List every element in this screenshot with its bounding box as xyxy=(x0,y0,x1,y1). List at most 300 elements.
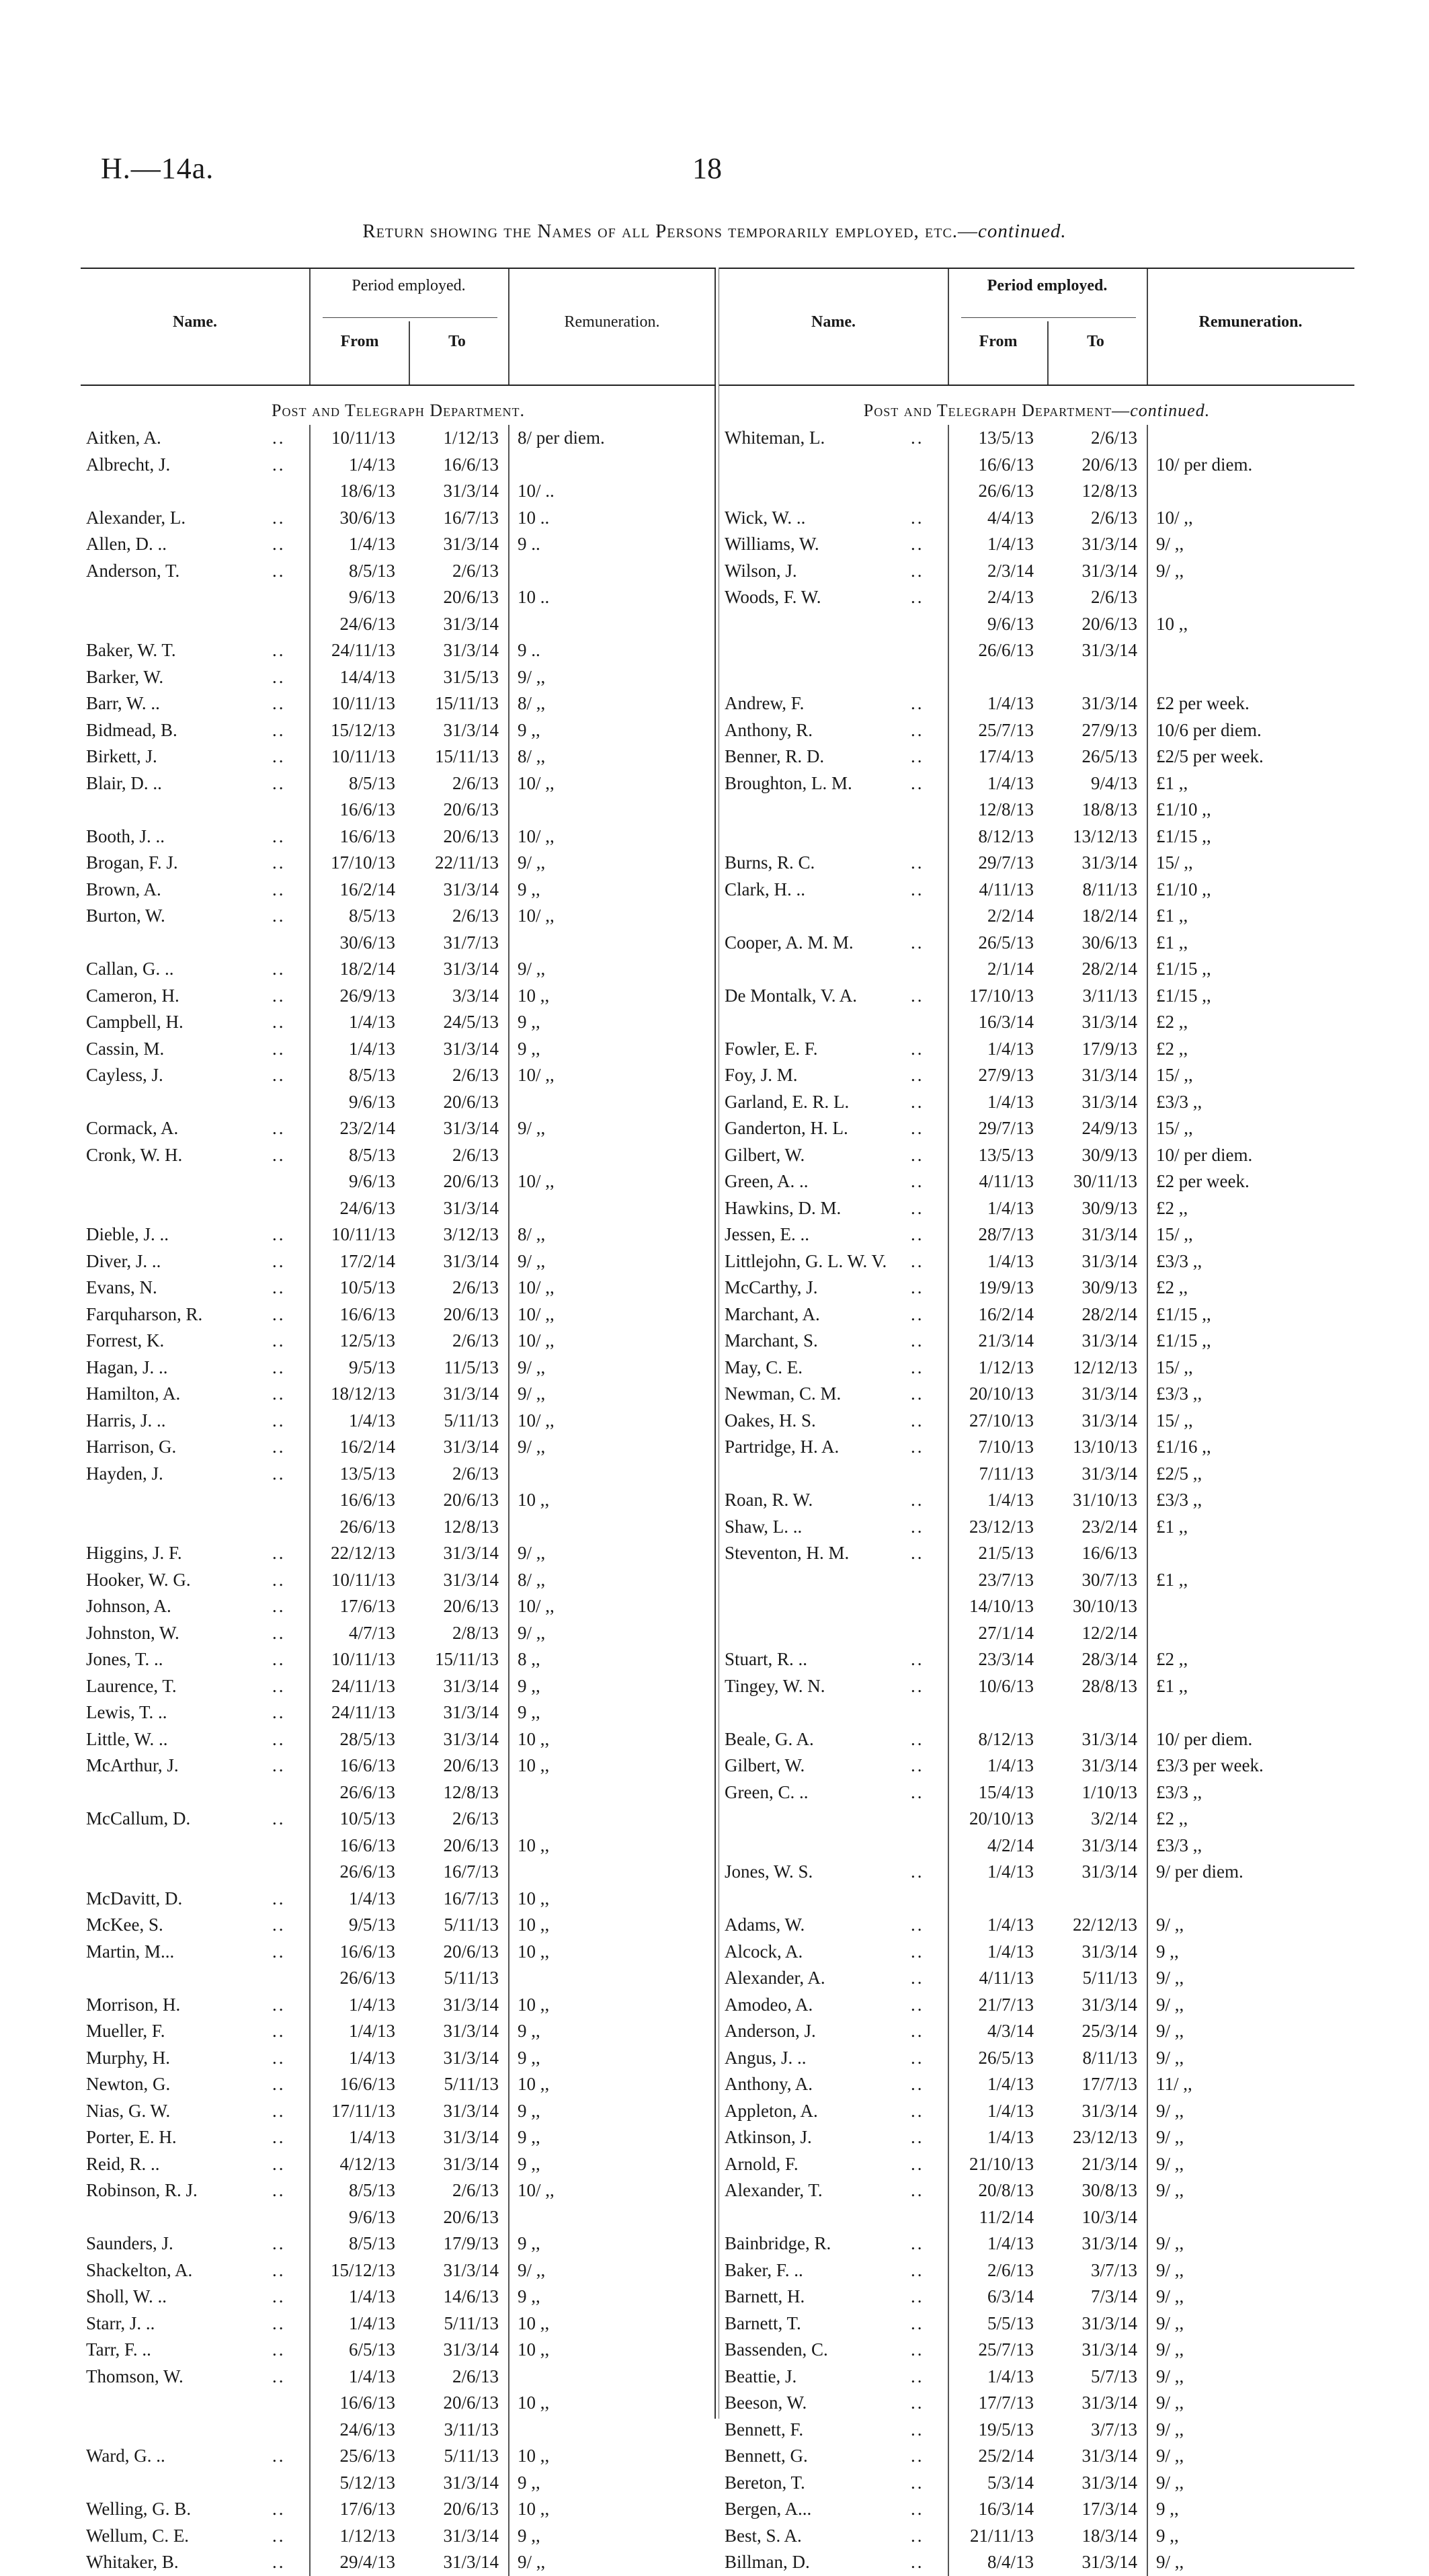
leader-dots: .. xyxy=(272,560,286,581)
table-row xyxy=(719,558,1354,585)
leader-dots: .. xyxy=(272,1144,286,1165)
table-row xyxy=(719,2230,1354,2257)
leader-dots: .. xyxy=(911,852,924,873)
table-row xyxy=(719,2523,1354,2550)
row-to-date: 14/6/13 xyxy=(443,2286,499,2306)
leader-dots: .. xyxy=(911,1941,924,1962)
leader-dots: .. xyxy=(272,1224,286,1244)
row-from-date: 26/6/13 xyxy=(339,1861,395,1882)
row-name: Bennett, F. xyxy=(725,2419,804,2440)
row-to-date: 31/3/14 xyxy=(1081,1835,1137,1855)
row-to-date: 31/3/14 xyxy=(443,879,499,899)
leader-dots: .. xyxy=(272,1303,286,1324)
table-row xyxy=(81,1646,716,1673)
row-to-date: 12/8/13 xyxy=(1081,481,1137,501)
row-from-date: 16/6/13 xyxy=(339,1941,395,1962)
row-remuneration: £1/16 ,, xyxy=(1156,1437,1211,1457)
row-name: Alexander, T. xyxy=(725,2180,823,2200)
row-from-date: 1/4/13 xyxy=(987,2366,1034,2386)
row-from-date: 19/9/13 xyxy=(978,1277,1034,1297)
row-name: Adams, W. xyxy=(725,1915,805,1935)
row-to-date: 31/3/14 xyxy=(443,2127,499,2147)
row-name: Burton, W. xyxy=(86,905,165,926)
row-from-date: 1/4/13 xyxy=(348,534,395,554)
leader-dots: .. xyxy=(911,1437,924,1457)
table-row xyxy=(719,1009,1354,1036)
row-remuneration: £3/3 ,, xyxy=(1156,1490,1202,1510)
row-to-date: 31/3/14 xyxy=(1081,560,1137,581)
row-to-date: 3/2/14 xyxy=(1090,1808,1137,1828)
row-from-date: 8/4/13 xyxy=(987,2552,1034,2572)
row-from-date: 25/6/13 xyxy=(339,2446,395,2466)
row-to-date: 31/3/14 xyxy=(1081,852,1137,873)
leader-dots: .. xyxy=(272,1357,286,1377)
leader-dots: .. xyxy=(272,1675,286,1696)
row-name: Angus, J. .. xyxy=(725,2047,807,2068)
row-to-date: 2/6/13 xyxy=(452,2180,499,2200)
row-to-date: 2/6/13 xyxy=(452,1808,499,1828)
leader-dots: .. xyxy=(911,2153,924,2174)
row-to-date: 2/6/13 xyxy=(452,772,499,793)
table-row xyxy=(719,531,1354,558)
row-to-date: 11/5/13 xyxy=(444,1357,499,1377)
table-row xyxy=(719,850,1354,877)
row-from-date: 16/6/13 xyxy=(339,1755,395,1775)
row-remuneration: 9/ ,, xyxy=(1156,2259,1184,2280)
row-from-date: 27/9/13 xyxy=(978,1065,1034,1085)
row-to-date: 31/3/14 xyxy=(1081,1463,1137,1484)
table-row xyxy=(81,1089,716,1116)
row-to-date: 30/10/13 xyxy=(1072,1596,1137,1616)
row-from-date: 26/9/13 xyxy=(339,985,395,1006)
row-name: Anderson, J. xyxy=(725,2021,816,2041)
row-to-date: 31/3/14 xyxy=(1081,1755,1137,1775)
row-to-date: 30/9/13 xyxy=(1081,1277,1137,1297)
row-to-date: 30/9/13 xyxy=(1081,1144,1137,1165)
leader-dots: .. xyxy=(911,1303,924,1324)
row-from-date: 26/6/13 xyxy=(978,481,1034,501)
row-to-date: 31/3/14 xyxy=(443,2525,499,2546)
row-from-date: 25/7/13 xyxy=(978,719,1034,740)
leader-dots: .. xyxy=(272,1994,286,2015)
row-remuneration: 10 ,, xyxy=(518,2499,550,2519)
leader-dots: .. xyxy=(911,1675,924,1696)
table-row xyxy=(81,2151,716,2178)
row-to-date: 31/3/14 xyxy=(1081,1994,1137,2015)
table-row xyxy=(719,1036,1354,1063)
table-row xyxy=(719,1168,1354,1195)
row-from-date: 4/2/14 xyxy=(987,1835,1034,1855)
table-row xyxy=(719,505,1354,532)
from-header: From xyxy=(340,333,379,350)
row-name: Cooper, A. M. M. xyxy=(725,932,854,953)
row-remuneration: 10 ,, xyxy=(518,1490,550,1510)
row-to-date: 31/3/14 xyxy=(1081,2446,1137,2466)
row-to-date: 31/3/14 xyxy=(1081,1383,1137,1404)
row-name: Best, S. A. xyxy=(725,2525,802,2546)
table-row xyxy=(81,797,716,823)
row-name: Green, C. .. xyxy=(725,1781,809,1802)
row-from-date: 14/10/13 xyxy=(969,1596,1034,1616)
row-name: Baker, F. .. xyxy=(725,2259,803,2280)
table-row xyxy=(719,478,1354,505)
row-to-date: 28/2/14 xyxy=(1081,959,1137,979)
table-row xyxy=(719,1833,1354,1859)
row-to-date: 26/5/13 xyxy=(1081,746,1137,766)
leader-dots: .. xyxy=(272,2525,286,2546)
leader-dots: .. xyxy=(272,2312,286,2333)
row-remuneration: 9/ ,, xyxy=(1156,2100,1184,2121)
row-remuneration: 15/ ,, xyxy=(1156,1410,1193,1431)
row-name: Steventon, H. M. xyxy=(725,1543,850,1563)
row-to-date: 31/3/14 xyxy=(1081,1250,1137,1271)
row-from-date: 19/5/13 xyxy=(978,2419,1034,2440)
row-remuneration: 8/ per diem. xyxy=(518,428,605,448)
row-to-date: 31/3/14 xyxy=(443,2153,499,2174)
table-row xyxy=(81,664,716,691)
table-row xyxy=(81,1806,716,1833)
section-heading-text: Post and Telegraph Department— xyxy=(863,401,1131,420)
row-from-date: 20/10/13 xyxy=(969,1383,1034,1404)
row-remuneration: 9 ,, xyxy=(518,1675,540,1696)
row-to-date: 2/6/13 xyxy=(1090,428,1137,448)
table-row xyxy=(719,2045,1354,2072)
table-row xyxy=(81,717,716,744)
section-heading: Post and Telegraph Department. xyxy=(272,401,525,420)
row-to-date: 31/3/14 xyxy=(1081,2100,1137,2121)
row-name: Williams, W. xyxy=(725,534,819,554)
row-from-date: 18/2/14 xyxy=(339,959,395,979)
row-from-date: 1/4/13 xyxy=(348,1410,395,1431)
row-to-date: 31/3/14 xyxy=(1081,693,1137,713)
leader-dots: .. xyxy=(911,2286,924,2306)
leader-dots: .. xyxy=(272,1410,286,1431)
table-row xyxy=(719,2417,1354,2444)
row-to-date: 20/6/13 xyxy=(443,1091,499,1112)
row-name: Booth, J. .. xyxy=(86,826,165,846)
row-name: Hayden, J. xyxy=(86,1463,163,1484)
row-name: Callan, G. .. xyxy=(86,959,174,979)
table-row xyxy=(719,2098,1354,2125)
table-row xyxy=(719,2151,1354,2178)
row-name: Welling, G. B. xyxy=(86,2499,192,2519)
document-reference: H.—14a. xyxy=(101,152,214,185)
row-from-date: 16/6/13 xyxy=(339,2074,395,2094)
row-remuneration: 8/ ,, xyxy=(518,746,546,766)
row-from-date: 16/2/14 xyxy=(339,1437,395,1457)
row-to-date: 31/3/14 xyxy=(443,1437,499,1457)
row-to-date: 31/3/14 xyxy=(1081,1012,1137,1032)
leader-dots: .. xyxy=(911,985,924,1006)
table-row xyxy=(719,2470,1354,2497)
table-row xyxy=(81,2470,716,2497)
row-name: Beattie, J. xyxy=(725,2366,797,2386)
leader-dots: .. xyxy=(911,2233,924,2253)
header-rule xyxy=(409,321,410,385)
row-to-date: 20/6/13 xyxy=(443,1835,499,1855)
table-row xyxy=(81,1381,716,1408)
leader-dots: .. xyxy=(272,1277,286,1297)
row-name: McArthur, J. xyxy=(86,1755,179,1775)
row-from-date: 17/6/13 xyxy=(339,2499,395,2519)
table-row xyxy=(81,1886,716,1913)
leader-dots: .. xyxy=(272,1702,286,1722)
leader-dots: .. xyxy=(272,2286,286,2306)
leader-dots: .. xyxy=(911,1994,924,2015)
row-from-date: 9/6/13 xyxy=(348,1091,395,1112)
page-title xyxy=(0,220,1429,243)
leader-dots: .. xyxy=(272,507,286,528)
row-to-date: 20/6/13 xyxy=(443,2206,499,2227)
leader-dots: .. xyxy=(272,1383,286,1404)
row-remuneration: £1/15 ,, xyxy=(1156,985,1211,1006)
row-to-date: 25/3/14 xyxy=(1081,2021,1137,2041)
period-header: Period employed. xyxy=(987,277,1108,294)
leader-dots: .. xyxy=(911,932,924,953)
leader-dots: .. xyxy=(911,2339,924,2360)
row-to-date: 20/6/13 xyxy=(443,2499,499,2519)
row-from-date: 8/5/13 xyxy=(348,560,395,581)
row-remuneration: 9/ ,, xyxy=(1156,2419,1184,2440)
row-to-date: 31/3/14 xyxy=(443,1675,499,1696)
row-from-date: 10/11/13 xyxy=(331,693,395,713)
row-from-date: 2/1/14 xyxy=(987,959,1034,979)
row-name: Albrecht, J. xyxy=(86,454,171,475)
row-remuneration: 9/ ,, xyxy=(518,2552,546,2572)
table-row xyxy=(719,2496,1354,2523)
table-row xyxy=(81,743,716,770)
row-from-date: 1/4/13 xyxy=(987,1861,1034,1882)
leader-dots: .. xyxy=(911,1490,924,1510)
leader-dots: .. xyxy=(272,1065,286,1085)
row-to-date: 31/3/14 xyxy=(443,613,499,634)
leader-dots: .. xyxy=(911,1410,924,1431)
row-name: Whitaker, B. xyxy=(86,2552,179,2572)
row-name: Shackelton, A. xyxy=(86,2259,193,2280)
row-from-date: 24/11/13 xyxy=(331,1702,395,1722)
row-remuneration: 9/ ,, xyxy=(1156,2339,1184,2360)
table-row xyxy=(719,797,1354,823)
leader-dots: .. xyxy=(911,1224,924,1244)
table-row xyxy=(81,1168,716,1195)
row-name: Thomson, W. xyxy=(86,2366,183,2386)
row-name: Harrison, G. xyxy=(86,1437,177,1457)
row-from-date: 1/4/13 xyxy=(987,2074,1034,2094)
row-from-date: 1/4/13 xyxy=(987,2100,1034,2121)
row-from-date: 1/4/13 xyxy=(987,1755,1034,1775)
header-rule xyxy=(961,317,1136,318)
row-to-date: 15/11/13 xyxy=(434,746,499,766)
row-name: Aitken, A. xyxy=(86,428,161,448)
row-from-date: 17/10/13 xyxy=(969,985,1034,1006)
row-remuneration: 9 ,, xyxy=(1156,1941,1179,1962)
row-to-date: 20/6/13 xyxy=(443,1171,499,1191)
row-from-date: 9/6/13 xyxy=(987,613,1034,634)
leader-dots: .. xyxy=(272,1250,286,1271)
table-row xyxy=(81,531,716,558)
row-remuneration: 10 ,, xyxy=(1156,613,1188,634)
table-row xyxy=(81,1567,716,1594)
table-row xyxy=(719,1912,1354,1939)
row-remuneration: 9/ ,, xyxy=(1156,2552,1184,2572)
row-remuneration: 9/ ,, xyxy=(1156,2153,1184,2174)
row-to-date: 3/11/13 xyxy=(1082,985,1137,1006)
row-to-date: 31/3/14 xyxy=(443,534,499,554)
leader-dots: .. xyxy=(272,693,286,713)
row-name: Gilbert, W. xyxy=(725,1755,805,1775)
row-to-date: 31/3/14 xyxy=(443,1543,499,1563)
row-name: Wellum, C. E. xyxy=(86,2525,190,2546)
table-row xyxy=(719,2337,1354,2364)
row-from-date: 4/7/13 xyxy=(348,1622,395,1643)
row-from-date: 4/11/13 xyxy=(979,879,1034,899)
row-to-date: 10/3/14 xyxy=(1081,2206,1137,2227)
row-remuneration: 9/ ,, xyxy=(1156,2233,1184,2253)
row-name: Evans, N. xyxy=(86,1277,157,1297)
row-name: Bergen, A... xyxy=(725,2499,812,2519)
row-name: Bassenden, C. xyxy=(725,2339,828,2360)
row-remuneration: 10/6 per diem. xyxy=(1156,719,1262,740)
row-from-date: 11/2/14 xyxy=(979,2206,1034,2227)
row-name: Alexander, A. xyxy=(725,1968,825,1988)
table-row xyxy=(719,1567,1354,1594)
row-to-date: 31/3/14 xyxy=(443,1197,499,1218)
row-remuneration: 9 ,, xyxy=(1156,2525,1179,2546)
row-from-date: 26/5/13 xyxy=(978,932,1034,953)
row-from-date: 5/12/13 xyxy=(339,2472,395,2493)
row-from-date: 10/11/13 xyxy=(331,1569,395,1590)
row-name: Cronk, W. H. xyxy=(86,1144,183,1165)
row-from-date: 1/4/13 xyxy=(348,1994,395,2015)
row-to-date: 12/2/14 xyxy=(1081,1622,1137,1643)
table-row xyxy=(81,558,716,585)
row-name: Farquharson, R. xyxy=(86,1303,203,1324)
row-remuneration: 9/ ,, xyxy=(1156,1915,1184,1935)
table-row xyxy=(81,1328,716,1355)
row-name: McKee, S. xyxy=(86,1915,163,1935)
table-row xyxy=(719,1540,1354,1567)
row-name: Campbell, H. xyxy=(86,1012,183,1032)
row-to-date: 20/6/13 xyxy=(1081,613,1137,634)
table-row xyxy=(719,2364,1354,2390)
row-to-date: 31/10/13 xyxy=(1072,1490,1137,1510)
row-from-date: 2/3/14 xyxy=(987,560,1034,581)
to-header: To xyxy=(1087,333,1104,350)
leader-dots: .. xyxy=(911,2419,924,2440)
row-name: Harris, J. .. xyxy=(86,1410,166,1431)
row-from-date: 4/3/14 xyxy=(987,2021,1034,2041)
row-to-date: 31/3/14 xyxy=(443,1994,499,2015)
leader-dots: .. xyxy=(911,1038,924,1059)
row-remuneration: £1/15 ,, xyxy=(1156,1330,1211,1351)
row-from-date: 1/4/13 xyxy=(348,2312,395,2333)
leader-dots: .. xyxy=(911,2074,924,2094)
row-to-date: 31/3/14 xyxy=(443,2472,499,2493)
remuneration-header: Remuneration. xyxy=(1198,313,1303,331)
table-row xyxy=(81,1301,716,1328)
row-to-date: 1/12/13 xyxy=(443,428,499,448)
row-to-date: 20/6/13 xyxy=(443,1755,499,1775)
table-row xyxy=(719,1699,1354,1726)
row-from-date: 10/11/13 xyxy=(331,746,395,766)
row-from-date: 1/4/13 xyxy=(348,2127,395,2147)
table-row xyxy=(719,2549,1354,2576)
row-remuneration: 15/ ,, xyxy=(1156,1118,1193,1138)
row-to-date: 31/7/13 xyxy=(443,932,499,953)
row-name: Partridge, H. A. xyxy=(725,1437,840,1457)
leader-dots: .. xyxy=(911,1915,924,1935)
leader-dots: .. xyxy=(272,2127,286,2147)
row-name: Anthony, A. xyxy=(725,2074,813,2094)
table-row xyxy=(81,637,716,664)
section-heading xyxy=(719,401,1354,425)
table-row xyxy=(81,1965,716,1992)
right-column xyxy=(719,268,1354,2576)
row-to-date: 2/6/13 xyxy=(1090,507,1137,528)
row-remuneration: 9/ ,, xyxy=(1156,2366,1184,2386)
row-remuneration: 10/ ,, xyxy=(518,2180,555,2200)
row-from-date: 29/7/13 xyxy=(978,1118,1034,1138)
name-header: Name. xyxy=(811,313,856,331)
table-row xyxy=(719,877,1354,903)
table-row xyxy=(81,1461,716,1488)
row-remuneration: 9/ ,, xyxy=(518,959,546,979)
table-row xyxy=(81,2417,716,2444)
table-row xyxy=(81,2337,716,2364)
row-remuneration: 9 ,, xyxy=(518,2153,540,2174)
row-remuneration: 9 ,, xyxy=(518,2233,540,2253)
row-name: Beale, G. A. xyxy=(725,1728,814,1749)
row-from-date: 26/6/13 xyxy=(339,1516,395,1537)
row-to-date: 31/3/14 xyxy=(443,959,499,979)
row-to-date: 30/8/13 xyxy=(1081,2180,1137,2200)
row-from-date: 27/10/13 xyxy=(969,1410,1034,1431)
leader-dots: .. xyxy=(911,560,924,581)
row-name: McCarthy, J. xyxy=(725,1277,818,1297)
row-from-date: 5/3/14 xyxy=(987,2472,1034,2493)
row-from-date: 1/12/13 xyxy=(339,2525,395,2546)
row-to-date: 20/6/13 xyxy=(1081,454,1137,475)
row-remuneration: 8/ ,, xyxy=(518,693,546,713)
table-row xyxy=(719,1089,1354,1116)
row-to-date: 2/6/13 xyxy=(452,1330,499,1351)
table-row xyxy=(719,2443,1354,2470)
table-row xyxy=(719,637,1354,664)
table-row xyxy=(719,1965,1354,1992)
table-row xyxy=(81,2390,716,2417)
row-from-date: 24/6/13 xyxy=(339,2419,395,2440)
row-name: Oakes, H. S. xyxy=(725,1410,816,1431)
row-remuneration: £1/15 ,, xyxy=(1156,1303,1211,1324)
row-from-date: 18/6/13 xyxy=(339,481,395,501)
row-remuneration: 10/ ,, xyxy=(518,1330,555,1351)
row-to-date: 31/3/14 xyxy=(1081,2233,1137,2253)
row-to-date: 17/3/14 xyxy=(1081,2499,1137,2519)
row-from-date: 16/6/13 xyxy=(339,1490,395,1510)
row-remuneration: 10/ ,, xyxy=(518,826,555,846)
table-row xyxy=(81,2257,716,2284)
row-from-date: 24/6/13 xyxy=(339,1197,395,1218)
leader-dots: .. xyxy=(272,2499,286,2519)
row-from-date: 23/12/13 xyxy=(969,1516,1034,1537)
row-to-date: 5/11/13 xyxy=(444,1915,499,1935)
row-from-date: 13/5/13 xyxy=(339,1463,395,1484)
row-from-date: 10/11/13 xyxy=(331,1649,395,1669)
row-from-date: 9/5/13 xyxy=(348,1915,395,1935)
row-to-date: 31/3/14 xyxy=(1081,1410,1137,1431)
row-from-date: 2/2/14 xyxy=(987,905,1034,926)
leader-dots: .. xyxy=(272,1330,286,1351)
